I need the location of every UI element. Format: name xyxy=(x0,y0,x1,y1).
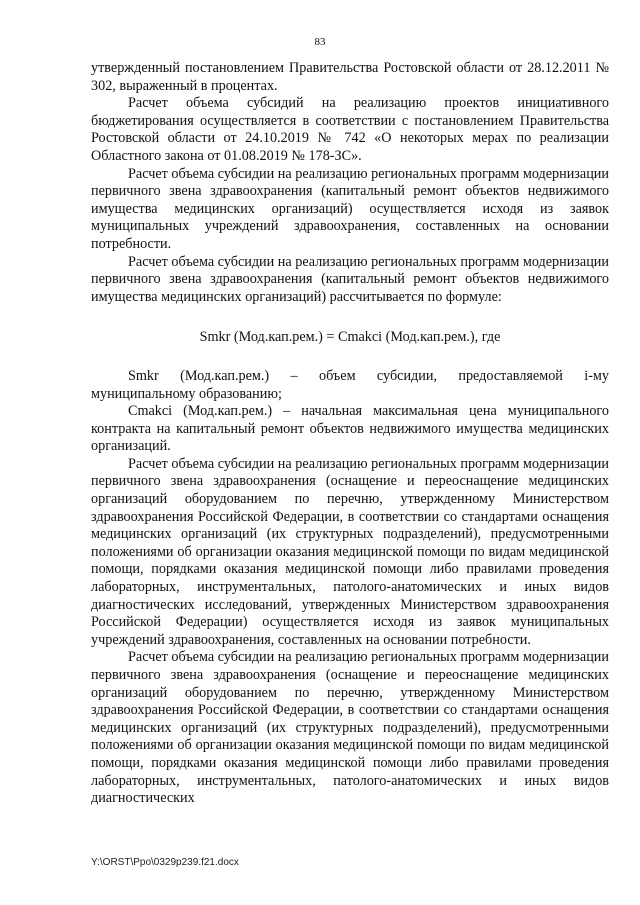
paragraph-equipment-subsidy-continued: Расчет объема субсидии на реализацию региональных программ модернизации первичного звена здравоохранения (оснащение и переоснащение медицинских организаций оборудованием по перечню, утвержденному Министерством здравоохранения Российской Федерации, в соответствии со стандартами оснащения медицинских организаций (их структурных подразделений), предусмотренными положениями об организации оказания медицинской помощи по видам медицинской помощи, порядками оказания медицинской помощи либо правилами проведения лабораторных, инструментальных, патолого-анатомических и иных видов диагностических xyxy=(91,649,609,807)
paragraph-cmakci-definition: Cmakci (Мод.кап.рем.) – начальная максимальная цена муниципального контракта на капитальный ремонт объектов недвижимого имущества медицинских организаций. xyxy=(91,403,609,455)
paragraph-smkr-definition: Smkr (Мод.кап.рем.) – объем субсидии, предоставляемой i-му муниципальному образованию; xyxy=(91,367,609,402)
document-body xyxy=(91,60,609,808)
page-number: 83 xyxy=(314,36,326,48)
footer-file-path: Y:\ORST\Ppo\0329p239.f21.docx xyxy=(91,857,239,868)
formula: Smkr (Мод.кап.рем.) = Cmakci (Мод.кап.рем.), где xyxy=(199,329,501,346)
paragraph-capital-repair-formula-intro: Расчет объема субсидии на реализацию региональных программ модернизации первичного звена здравоохранения (капитальный ремонт объектов недвижимого имущества медицинских организаций) рассчитывается по формуле: xyxy=(91,253,609,305)
paragraph-initiative-budgeting: Расчет объема субсидий на реализацию проектов инициативного бюджетирования осуществляется в соответствии с постановлением Правительства Ростовской области от 24.10.2019 № 742 «О некоторых мерах по реализации Областного закона от 01.08.2019 № 178-ЗС». xyxy=(91,95,609,164)
paragraph-equipment-subsidy: Расчет объема субсидии на реализацию региональных программ модернизации первичного звена здравоохранения (оснащение и переоснащение медицинских организаций оборудованием по перечню, утвержденному Министерством здравоохранения Российской Федерации, в соответствии со стандартами оснащения медицинских организаций (их структурных подразделений), предусмотренными положениями об организации оказания медицинской помощи по видам медицинской помощи, порядками оказания медицинской помощи либо правилами проведения лабораторных, инструментальных, патолого-анатомических и иных видов диагностических исследований, утвержденных Министерством здравоохранения Российской Федерации) осуществляется исходя из заявок муниципальных учреждений здравоохранения, составленных на основании потребности. xyxy=(91,455,609,648)
paragraph-capital-repair: Расчет объема субсидии на реализацию региональных программ модернизации первичного звена здравоохранения (капитальный ремонт объектов недвижимого имущества медицинских организаций) осуществляется исходя из заявок муниципальных учреждений здравоохранения, составленных на основании потребности. xyxy=(91,165,609,252)
paragraph-continuation: утвержденный постановлением Правительства Ростовской области от 28.12.2011 № 302, выраженный в процентах. xyxy=(91,60,609,94)
